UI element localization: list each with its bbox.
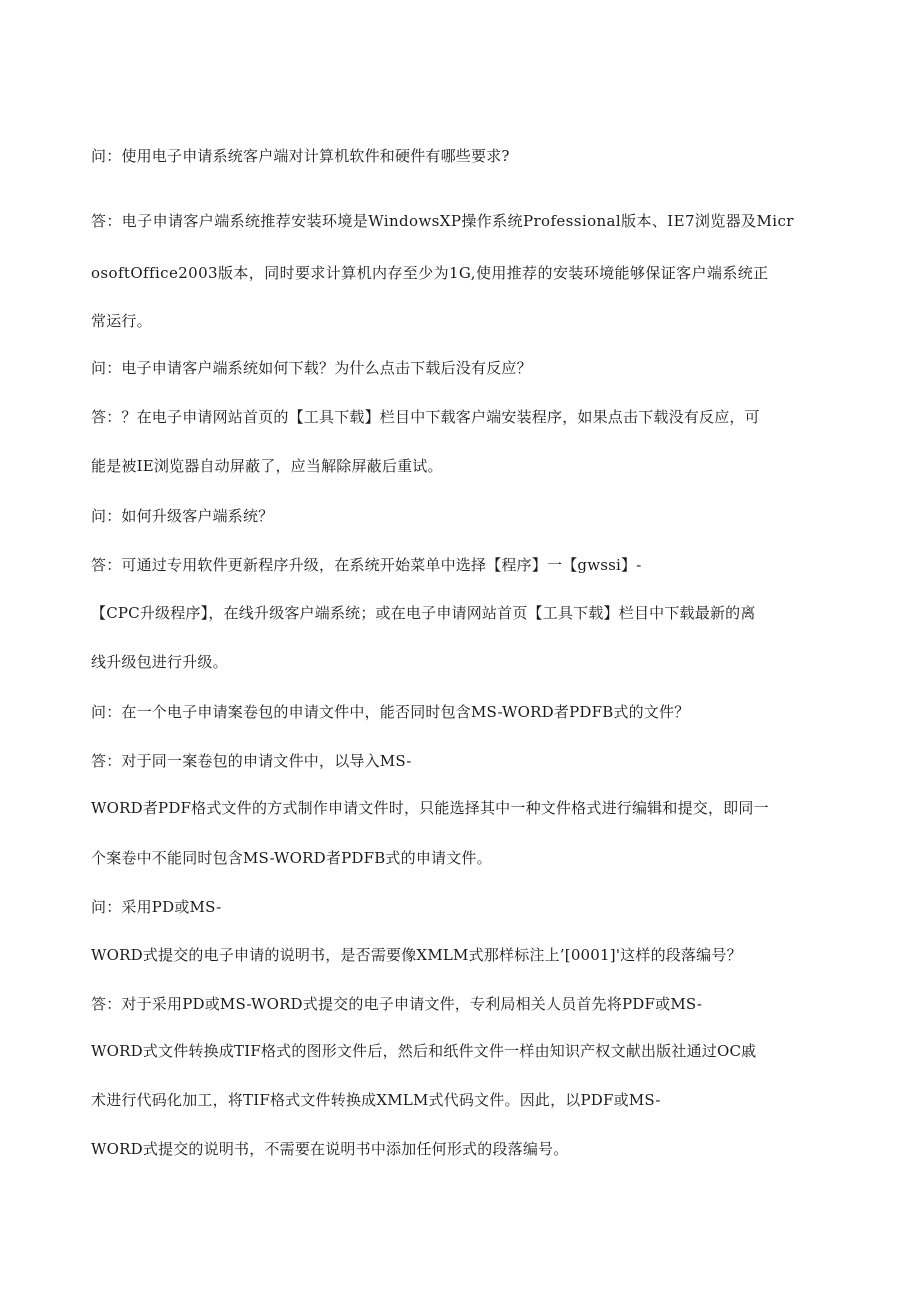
answer-3-line-3: 线升级包进行升级。 (91, 653, 228, 671)
answer-1-line-1: 答：电子申请客户端系统推荐安装环境是WindowsXP操作系统Professional版本、IE7浏览器及Micr (91, 212, 794, 230)
answer-5-line-1: 答：对于采用PD或MS-WORD式提交的电子申请文件，专利局相关人员首先将PDF或MS- (91, 995, 703, 1013)
answer-3-line-2: 【CPC升级程序】，在线升级客户端系统；或在电子申请网站首页【工具下载】栏目中下载最新的离 (91, 604, 756, 622)
answer-3-line-1: 答：可通过专用软件更新程序升级，在系统开始菜单中选择【程序】一【gwssi】- (91, 556, 642, 574)
answer-1-line-2: osoftOffice2003版本，同时要求计算机内存至少为1G,使用推荐的安装环境能够保证客户端系统正 (91, 264, 769, 282)
answer-4-line-2: WORD者PDF格式文件的方式制作申请文件时，只能选择其中一种文件格式进行编辑和提交，即同一 (91, 799, 769, 817)
answer-5-line-4: WORD式提交的说明书，不需要在说明书中添加任何形式的段落编号。 (91, 1140, 569, 1158)
answer-4-line-1: 答：对于同一案卷包的申请文件中，以导入MS- (91, 752, 412, 770)
answer-5-line-2: WORD式文件转换成TIF格式的图形文件后，然后和纸件文件一样由知识产权文献出版社通过OC戚 (91, 1042, 757, 1060)
answer-2-line-1: 答：？在电子申请网站首页的【工具下载】栏目中下载客户端安装程序，如果点击下载没有反应，可 (91, 408, 760, 426)
answer-5-line-3: 术进行代码化加工，将TIF格式文件转换成XMLM式代码文件。因此，以PDF或MS- (91, 1091, 661, 1109)
question-5-line-2: WORD式提交的电子申请的说明书，是否需要像XMLM式那样标注上’[0001]'这样的段落编号？ (91, 946, 742, 964)
question-4: 问：在一个电子申请案卷包的申请文件中，能否同时包含MS-WORD者PDFB式的文件？ (91, 703, 690, 721)
question-5-line-1: 问：采用PD或MS- (91, 898, 222, 916)
answer-2-line-2: 能是被IE浏览器自动屏蔽了，应当解除屏蔽后重试。 (91, 457, 443, 475)
answer-1-line-3: 常运行。 (91, 312, 152, 330)
answer-4-line-3: 个案卷中不能同时包含MS-WORD者PDFB式的申请文件。 (91, 849, 492, 867)
question-2: 问：电子申请客户端系统如何下载？为什么点击下载后没有反应？ (91, 359, 532, 377)
question-1: 问：使用电子申请系统客户端对计算机软件和硬件有哪些要求? (91, 147, 510, 165)
question-3: 问：如何升级客户端系统？ (91, 507, 274, 525)
